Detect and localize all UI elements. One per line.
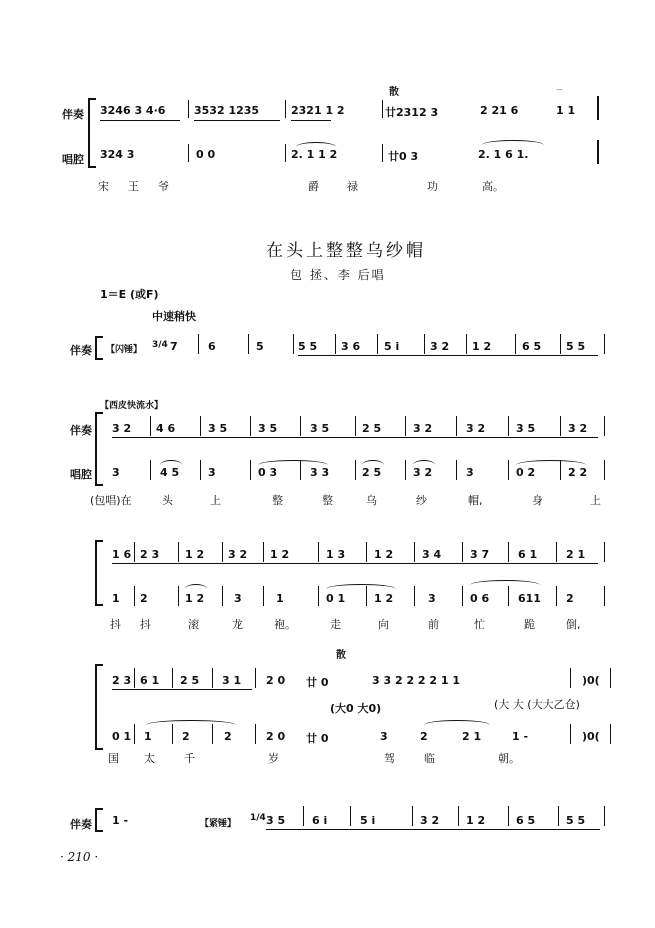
barline (377, 334, 378, 354)
measure: 0 0 (196, 148, 216, 161)
measure: 3 (234, 592, 242, 605)
barline (150, 460, 151, 480)
measure: 3 5 (266, 814, 286, 827)
barline (466, 334, 467, 354)
lyric: 上 (590, 494, 601, 507)
measure: 3 (208, 466, 216, 479)
barline (604, 806, 605, 826)
tempo-marking: 中速稍快 (152, 310, 196, 323)
final-barline (597, 140, 599, 164)
lyric: 抖 (140, 618, 151, 631)
measure: 4 5 (160, 466, 180, 479)
lyric: 上 (210, 494, 221, 507)
measure: 6 5 (516, 814, 536, 827)
measure: 7 (170, 340, 178, 353)
slur (362, 460, 384, 465)
barline (134, 542, 135, 562)
beam (266, 829, 600, 830)
measure: 1 2 (472, 340, 492, 353)
slur (470, 580, 540, 585)
barline (355, 416, 356, 436)
vocal-label: 唱腔 (62, 153, 84, 166)
lyric: 王 (128, 180, 139, 193)
lyric: 身 (532, 494, 543, 507)
measure: 1 - (512, 730, 529, 743)
performers: 包 拯、李 后唱 (290, 268, 386, 282)
measure: 3 (466, 466, 474, 479)
measure: 3 2 (413, 466, 433, 479)
slur (482, 140, 544, 145)
measure: 3 2 (466, 422, 486, 435)
barline (570, 724, 571, 744)
measure: 3 4 (422, 548, 442, 561)
measure: )0( (582, 730, 600, 743)
barline (560, 416, 561, 436)
lyric: 乌 (366, 494, 377, 507)
measure: 1 2 (374, 548, 394, 561)
time-signature: 1/4 (250, 813, 266, 823)
measure: 1 2 (466, 814, 486, 827)
barline (462, 586, 463, 606)
measure: 2 (182, 730, 190, 743)
measure: 5 5 (566, 340, 586, 353)
lyric: 跪 (524, 618, 535, 631)
beam (112, 689, 252, 690)
measure: 廿0 3 (388, 150, 419, 163)
measure: 2 0 (266, 674, 286, 687)
barline (556, 542, 557, 562)
barline (414, 586, 415, 606)
barline (335, 334, 336, 354)
fermata-mark: ⌒ (556, 89, 563, 97)
lyric: 临 (424, 752, 435, 765)
system-bracket (95, 664, 103, 750)
measure: 2 3 (140, 548, 160, 561)
measure: 1 1 (556, 104, 576, 117)
measure: 3 (428, 592, 436, 605)
lyric: 龙 (232, 618, 243, 631)
beam (194, 120, 280, 121)
accompaniment-label: 伴奏 (70, 818, 92, 831)
barline (134, 668, 135, 688)
barline (178, 542, 179, 562)
measure: 3 5 (516, 422, 536, 435)
system-bracket (95, 412, 103, 486)
page-number: · 210 · (60, 850, 99, 864)
slur (185, 584, 207, 589)
lyric: 千 (184, 752, 195, 765)
lyric: 整 (272, 494, 283, 507)
barline (250, 416, 251, 436)
measure: 1 - (112, 814, 129, 827)
measure: 1 2 (270, 548, 290, 561)
barline (318, 586, 319, 606)
section-tag: 【西皮快流水】 (100, 401, 164, 411)
barline (212, 724, 213, 744)
measure: 1 3 (326, 548, 346, 561)
measure: 3 (112, 466, 120, 479)
barline (366, 586, 367, 606)
measure: 0 1 (112, 730, 132, 743)
measure: 3 2 (112, 422, 132, 435)
barline (263, 542, 264, 562)
accompaniment-label: 伴奏 (62, 108, 84, 121)
barline (212, 668, 213, 688)
lyric: 驾 (384, 752, 395, 765)
barline (604, 334, 605, 354)
song-title: 在头上整整乌纱帽 (266, 241, 426, 261)
barline (134, 724, 135, 744)
slur (424, 720, 490, 725)
barline (382, 144, 383, 162)
measure: 3 5 (258, 422, 278, 435)
lyric: 功 (427, 180, 438, 193)
measure: 6 1 (518, 548, 538, 561)
measure: 5 i (360, 814, 376, 827)
lyric: 向 (378, 618, 389, 631)
lyric: 滚 (188, 618, 199, 631)
measure: 2 2 (568, 466, 588, 479)
measure: 3 2 (568, 422, 588, 435)
lyric: 倒, (566, 618, 581, 631)
percussion-tag: 【闪锤】 (106, 345, 143, 355)
barline (200, 416, 201, 436)
barline (556, 586, 557, 606)
barline (604, 416, 605, 436)
san-marking: 散 (389, 87, 399, 98)
slur (146, 720, 236, 725)
barline (255, 668, 256, 688)
barline (285, 144, 286, 162)
lyric: (包唱)在 (90, 494, 132, 507)
lyric: 爵 (308, 180, 319, 193)
time-signature: 3/4 (152, 340, 168, 350)
barline (285, 100, 286, 118)
beam (100, 120, 180, 121)
barline (424, 334, 425, 354)
measure: 3 2 (430, 340, 450, 353)
lyric: 禄 (347, 180, 358, 193)
measure: 廿 0 (306, 732, 329, 745)
barline (570, 668, 571, 688)
barline (405, 416, 406, 436)
barline (456, 460, 457, 480)
lyric: 纱 (416, 494, 427, 507)
slur (258, 460, 328, 465)
barline (405, 460, 406, 480)
beam (291, 120, 331, 121)
measure: 3 1 (222, 674, 242, 687)
measure: 1 (112, 592, 120, 605)
barline (458, 806, 459, 826)
slur (326, 584, 396, 589)
barline (508, 542, 509, 562)
barline (355, 460, 356, 480)
vocal-label: 唱腔 (70, 468, 92, 481)
barline (604, 586, 605, 606)
lyric: 朝。 (498, 752, 520, 765)
barline (188, 144, 189, 162)
barline (263, 586, 264, 606)
san-marking: 散 (336, 650, 346, 661)
system-bracket (95, 808, 103, 832)
lyric: 国 (108, 752, 119, 765)
barline (134, 586, 135, 606)
measure: 2321 1 2 (291, 104, 345, 117)
key-signature: 1＝E (或F) (100, 288, 159, 301)
measure: 6 i (312, 814, 328, 827)
measure: 2. 1 1 2 (291, 148, 338, 161)
measure: 2 5 (362, 422, 382, 435)
beam (298, 355, 598, 356)
slur (413, 460, 435, 465)
measure: 3 7 (470, 548, 490, 561)
measure: 2 21 6 (480, 104, 519, 117)
barline (382, 100, 383, 118)
measure: 611 (518, 592, 541, 605)
barline (172, 668, 173, 688)
measure: 6 1 (140, 674, 160, 687)
barline (250, 460, 251, 480)
lyric: 袍。 (274, 618, 296, 631)
measure: 3 3 (310, 466, 330, 479)
measure: 2 5 (362, 466, 382, 479)
final-barline (597, 96, 599, 120)
barline (188, 100, 189, 118)
barline (248, 334, 249, 354)
barline (350, 806, 351, 826)
measure: 324 3 (100, 148, 135, 161)
measure: 2. 1 6 1. (478, 148, 529, 161)
beam (112, 437, 598, 438)
measure: 1 (144, 730, 152, 743)
system-bracket (95, 336, 103, 360)
barline (150, 416, 151, 436)
measure: 1 2 (185, 548, 205, 561)
lyric: 整 (322, 494, 333, 507)
barline (610, 724, 611, 744)
percussion-tag: 【紧锤】 (200, 819, 237, 829)
lyric: 头 (162, 494, 173, 507)
barline (508, 460, 509, 480)
lyric: 抖 (110, 618, 121, 631)
system-bracket (88, 98, 96, 168)
measure: 2 3 (112, 674, 132, 687)
barline (200, 460, 201, 480)
measure: 3 3 2 2 2 2 1 1 (372, 674, 461, 687)
measure: 2 1 (566, 548, 586, 561)
measure: 3 5 (310, 422, 330, 435)
lyric: 太 (144, 752, 155, 765)
measure: 2 5 (180, 674, 200, 687)
measure: 4 6 (156, 422, 176, 435)
measure: 2 (224, 730, 232, 743)
measure: 5 i (384, 340, 400, 353)
barline (515, 334, 516, 354)
measure: 2 (140, 592, 148, 605)
lyric: 忙 (474, 618, 485, 631)
barline (610, 668, 611, 688)
measure: 廿2312 3 (385, 106, 439, 119)
barline (558, 806, 559, 826)
measure: 6 5 (522, 340, 542, 353)
measure: 1 6 (112, 548, 132, 561)
measure: 廿 0 (306, 676, 329, 689)
slur (516, 460, 586, 465)
measure: 0 2 (516, 466, 536, 479)
barline (222, 586, 223, 606)
measure: 3 2 (413, 422, 433, 435)
measure: 5 5 (566, 814, 586, 827)
percussion-syllables: (大 大 (大大乙仓) (494, 698, 580, 711)
measure: 0 6 (470, 592, 490, 605)
beam (112, 563, 598, 564)
measure: 5 5 (298, 340, 318, 353)
barline (604, 460, 605, 480)
measure: 2 1 (462, 730, 482, 743)
lyric: 高。 (482, 180, 504, 193)
barline (560, 334, 561, 354)
measure: 5 (256, 340, 264, 353)
barline (318, 542, 319, 562)
measure: 6 (208, 340, 216, 353)
barline (508, 586, 509, 606)
barline (222, 542, 223, 562)
lyric: 走 (330, 618, 341, 631)
measure: 0 3 (258, 466, 278, 479)
measure: 3 5 (208, 422, 228, 435)
measure: 0 1 (326, 592, 346, 605)
measure: 2 0 (266, 730, 286, 743)
barline (456, 416, 457, 436)
barline (412, 806, 413, 826)
measure: 3 (380, 730, 388, 743)
measure: 3 6 (341, 340, 361, 353)
measure: 2 (566, 592, 574, 605)
lyric: 岁 (268, 752, 279, 765)
barline (255, 724, 256, 744)
accompaniment-label: 伴奏 (70, 344, 92, 357)
accompaniment-label: 伴奏 (70, 424, 92, 437)
measure: 1 2 (374, 592, 394, 605)
measure: 3532 1235 (194, 104, 260, 117)
measure: 3246 3 4·6 (100, 104, 166, 117)
lyric: 前 (428, 618, 439, 631)
barline (303, 806, 304, 826)
measure: 3 2 (420, 814, 440, 827)
barline (508, 806, 509, 826)
barline (293, 334, 294, 354)
barline (366, 542, 367, 562)
slur (160, 460, 182, 465)
slur (296, 142, 336, 147)
system-bracket (95, 540, 103, 606)
barline (414, 542, 415, 562)
lyric: 宋 (98, 180, 109, 193)
barline (300, 416, 301, 436)
barline (172, 724, 173, 744)
percussion-syllables: (大0 大0) (330, 702, 382, 715)
barline (462, 542, 463, 562)
measure: 1 (276, 592, 284, 605)
measure: 1 2 (185, 592, 205, 605)
lyric: 帽, (468, 494, 483, 507)
measure: )0( (582, 674, 600, 687)
measure: 3 2 (228, 548, 248, 561)
lyric: 爷 (158, 180, 169, 193)
barline (178, 586, 179, 606)
barline (508, 416, 509, 436)
measure: 2 (420, 730, 428, 743)
barline (604, 542, 605, 562)
barline (198, 334, 199, 354)
